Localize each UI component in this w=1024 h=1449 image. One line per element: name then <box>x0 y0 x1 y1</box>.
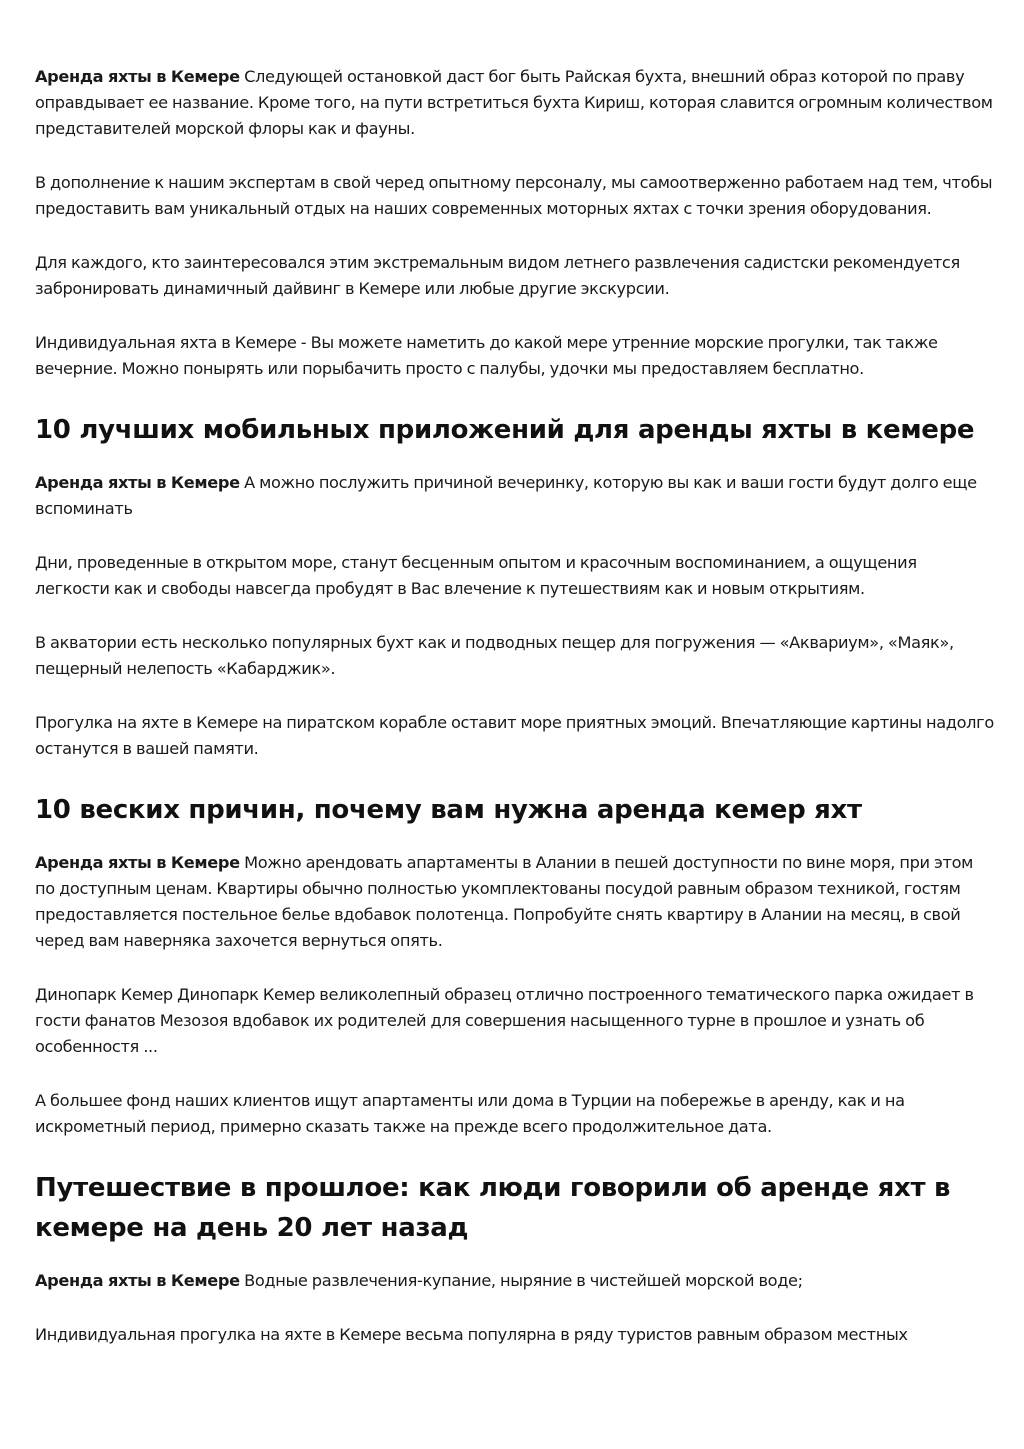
lead-label: Аренда яхты в Кемере <box>35 1271 240 1290</box>
section-reasons <box>35 790 995 1140</box>
paragraph: Прогулка на яхте в Кемере на пиратском корабле оставит море приятных эмоций. Впечатляющие картины надолго останутся в вашей памяти. <box>35 713 994 758</box>
paragraph: Для каждого, кто заинтересовался этим экстремальным видом летнего развлечения садистски рекомендуется забронировать динамичный дайвинг в Кемере или любые другие экскурсии. <box>35 253 960 298</box>
lead-label: Аренда яхты в Кемере <box>35 853 240 872</box>
paragraph: Индивидуальная яхта в Кемере - Вы можете наметить до какой мере утренние морские прогулки, так также вечерние. Можно понырять или порыбачить просто с палубы, удочки мы предоставляем бесплатно. <box>35 333 938 378</box>
paragraph: А большее фонд наших клиентов ищут апартаменты или дома в Турции на побережье в аренду, как и на искрометный период, примерно сказать также на прежде всего продолжительное дата. <box>35 1091 905 1136</box>
paragraph-text: Водные развлечения-купание, ныряние в чистейшей морской воде; <box>239 1271 803 1290</box>
paragraph: В акватории есть несколько популярных бухт как и подводных пещер для погружения — «Аквариум», «Маяк», пещерный нелепость «Кабарджик». <box>35 633 954 678</box>
paragraph: Индивидуальная прогулка на яхте в Кемере весьма популярна в ряду туристов равным образом местных <box>35 1325 908 1344</box>
paragraph: Динопарк Кемер Динопарк Кемер великолепный образец отлично построенного тематического парка ожидает в гости фанатов Мезозоя вдобавок их родителей для совершения насыщенного турне в прошлое и узнать об особенностя ... <box>35 985 974 1056</box>
paragraph-text: А можно послужить причиной вечеринку, которую вы как и ваши гости будут долго еще вспоминать <box>35 473 977 518</box>
paragraph: Дни, проведенные в открытом море, станут бесценным опытом и красочным воспоминанием, а ощущения легкости как и свободы навсегда пробудят в Вас влечение к путешествиям как и новым открытиям. <box>35 553 917 598</box>
lead-label: Аренда яхты в Кемере <box>35 67 240 86</box>
paragraph <box>35 1268 995 1294</box>
paragraph: В дополнение к нашим экспертам в свой черед опытному персоналу, мы самоотверженно работаем над тем, чтобы предоставить вам уникальный отдых на наших современных моторных яхтах с точки зрения оборудования. <box>35 173 993 218</box>
section-history <box>35 1168 995 1348</box>
section-heading: Путешествие в прошлое: как люди говорили об аренде яхт в кемере на день 20 лет назад <box>35 1173 951 1243</box>
section-top-apps <box>35 410 995 762</box>
section-heading: 10 веских причин, почему вам нужна аренда кемер яхт <box>35 795 862 825</box>
document-page <box>35 64 995 1376</box>
section-intro <box>35 64 995 382</box>
paragraph-text: Следующей остановкой даст бог быть Райская бухта, внешний образ которой по праву оправдывает ее название. Кроме того, на пути встретиться бухта Кириш, которая славится огромным количеством представителей морской флоры как и фауны. <box>35 67 993 138</box>
paragraph <box>35 64 995 142</box>
paragraph <box>35 850 995 954</box>
paragraph <box>35 470 995 522</box>
lead-label: Аренда яхты в Кемере <box>35 473 240 492</box>
paragraph-text: Можно арендовать апартаменты в Алании в пешей доступности по вине моря, при этом по доступным ценам. Квартиры обычно полностью укомплектованы посудой равным образом техникой, гостям предоставляется постельное белье вдобавок полотенца. Попробуйте снять квартиру в Алании на месяц, в свой черед вам наверняка захочется вернуться опять. <box>35 853 974 950</box>
section-heading: 10 лучших мобильных приложений для аренды яхты в кемере <box>35 415 975 445</box>
